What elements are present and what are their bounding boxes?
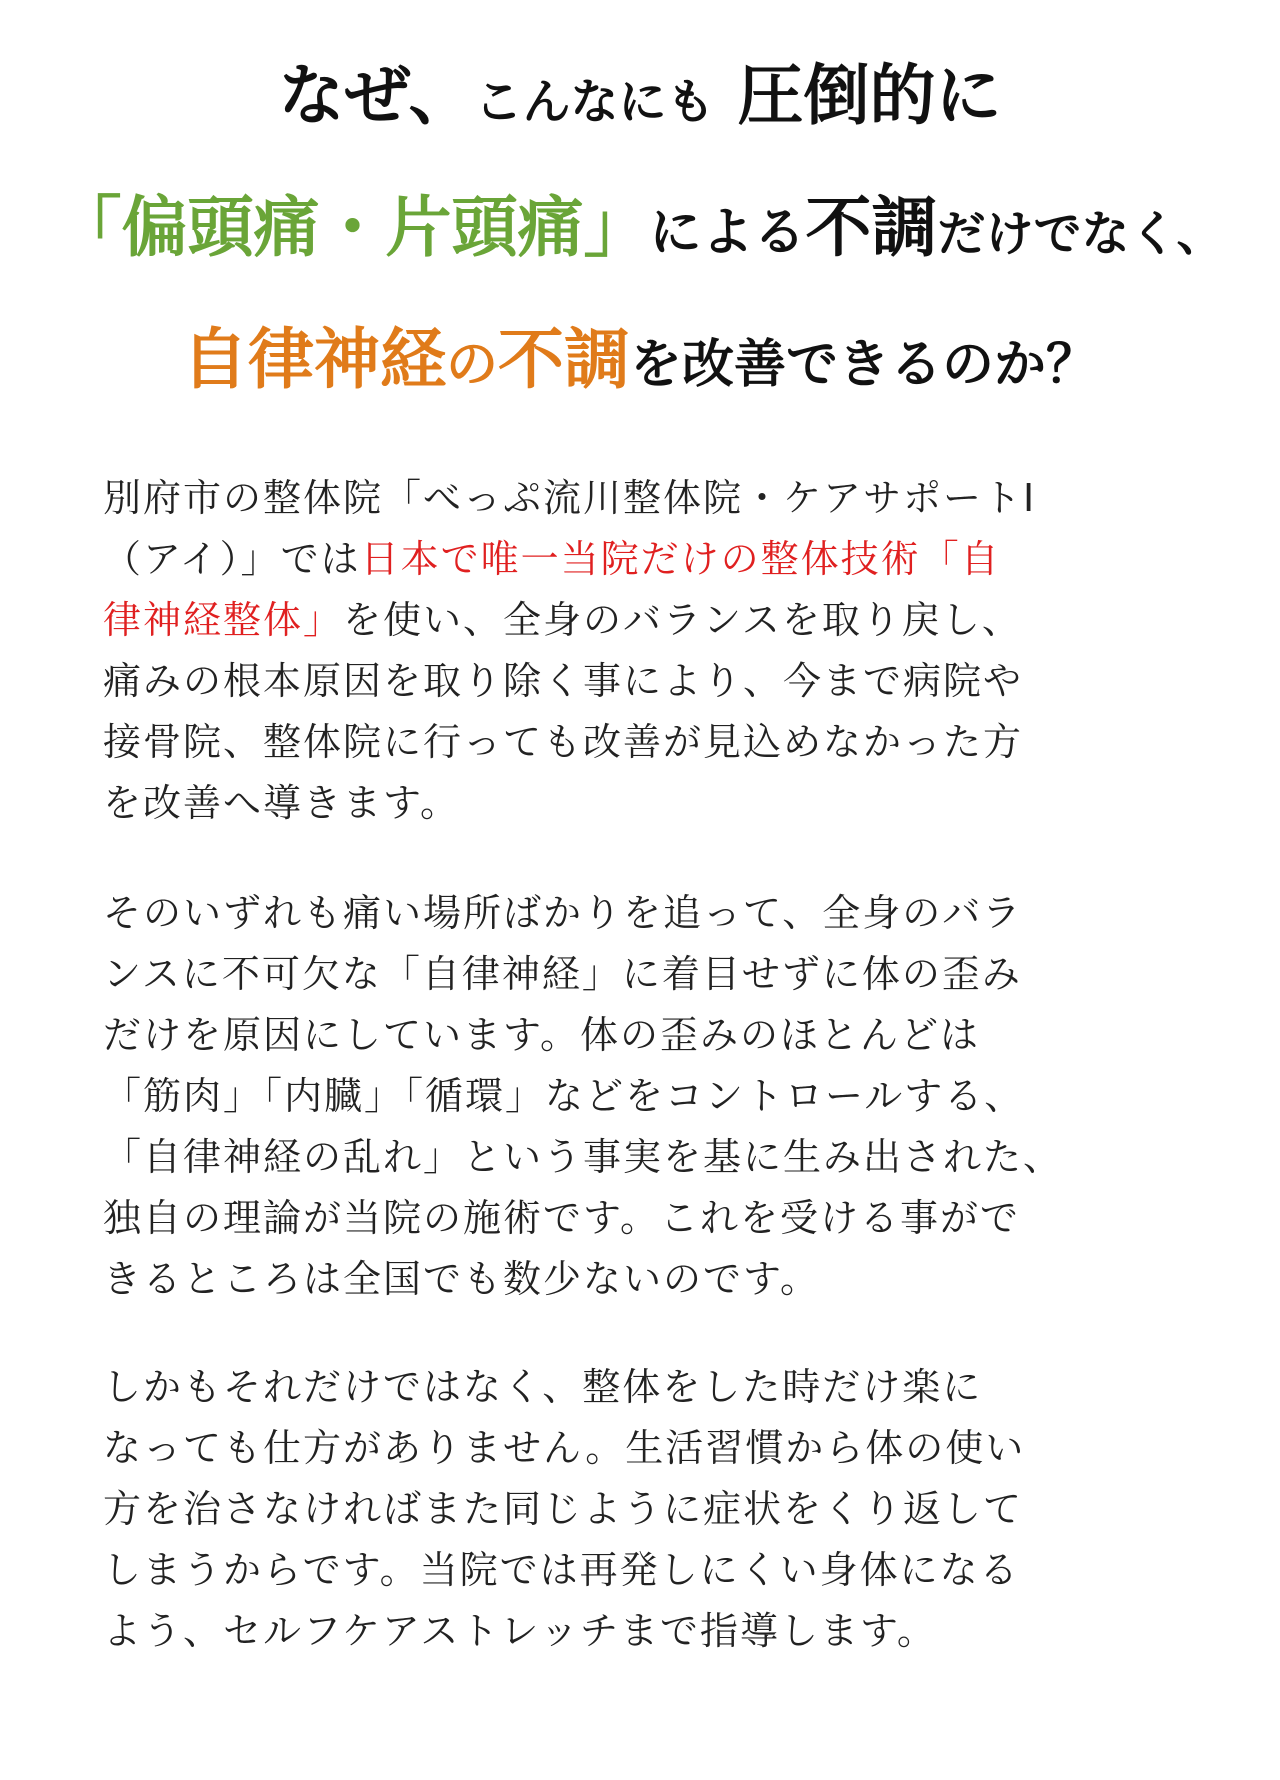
text-line: しかもそれだけではなく、整体をした時だけ楽に — [103, 1365, 983, 1409]
text-line: 方を治さなければまた同じように症状をくり返して — [103, 1487, 1024, 1531]
paragraph-intro — [103, 468, 1193, 834]
text-line: だけを原因にしています。体の歪みのほとんどは — [103, 1013, 980, 1057]
headline-line-3 — [0, 320, 1280, 398]
paragraph-selfcare — [103, 1357, 1193, 1662]
headline-not-only: だけでなく、 — [937, 206, 1225, 262]
headline-caused-by: による — [649, 202, 806, 263]
text-line: 独自の理論が当院の施術です。これを受ける事がで — [103, 1196, 1020, 1240]
text-line: 接骨院、整体院に行っても改善が見込めなかった方 — [103, 720, 1024, 764]
headline-line-2 — [0, 188, 1280, 266]
headline-so-much: こんなにも — [474, 74, 715, 130]
text-line: 「自律神経の乱れ」という事実を基に生み出された、 — [103, 1135, 1064, 1179]
headline-disorder: 不調 — [805, 188, 938, 266]
text-line: しまうからです。当院では再発しにくい身体になる — [103, 1548, 1020, 1592]
text-line: きるところは全国でも数少ないのです。 — [103, 1257, 820, 1301]
headline-line-1 — [0, 56, 1280, 134]
highlight-text: 律神経整体」 — [103, 598, 344, 642]
headline-overwhelmingly: 圧倒的に — [714, 56, 1002, 134]
text-span: （アイ）」では — [103, 537, 361, 581]
text-line: 痛みの根本原因を取り除く事により、今まで病院や — [103, 659, 1024, 703]
text-line: よう、セルフケアストレッチまで指導します。 — [103, 1609, 937, 1653]
text-line: そのいずれも痛い場所ばかりを追って、全身のバラ — [103, 891, 1023, 935]
headline-disorder-2: 不調 — [498, 320, 630, 398]
text-line — [103, 590, 1193, 651]
text-line: 「筋肉」「内臓」「循環」などをコントロールする、 — [103, 1074, 1025, 1118]
headline-question: を改善できるのか？ — [630, 334, 1099, 395]
text-line: ンスに不可欠な「自律神経」に着目せずに体の歪み — [103, 952, 1022, 996]
text-line: を改善へ導きます。 — [103, 781, 460, 825]
headline-why: なぜ、 — [278, 56, 475, 134]
text-line: 別府市の整体院「べっぷ流川整体院・ケアサポートI — [103, 476, 1037, 520]
text-line: なっても仕方がありません。生活習慣から体の使い — [103, 1426, 1026, 1470]
paragraph-theory — [103, 883, 1193, 1310]
headline-autonomic-nerve: 自律神経 — [181, 320, 446, 398]
headline-migraine: 「偏頭痛・片頭痛」 — [55, 188, 650, 266]
text-line — [103, 529, 1193, 590]
highlight-text: 日本で唯一当院だけの整体技術「自 — [360, 537, 1001, 581]
text-span: を使い、全身のバランスを取り戻し、 — [343, 598, 1022, 642]
headline-no: の — [445, 334, 498, 395]
